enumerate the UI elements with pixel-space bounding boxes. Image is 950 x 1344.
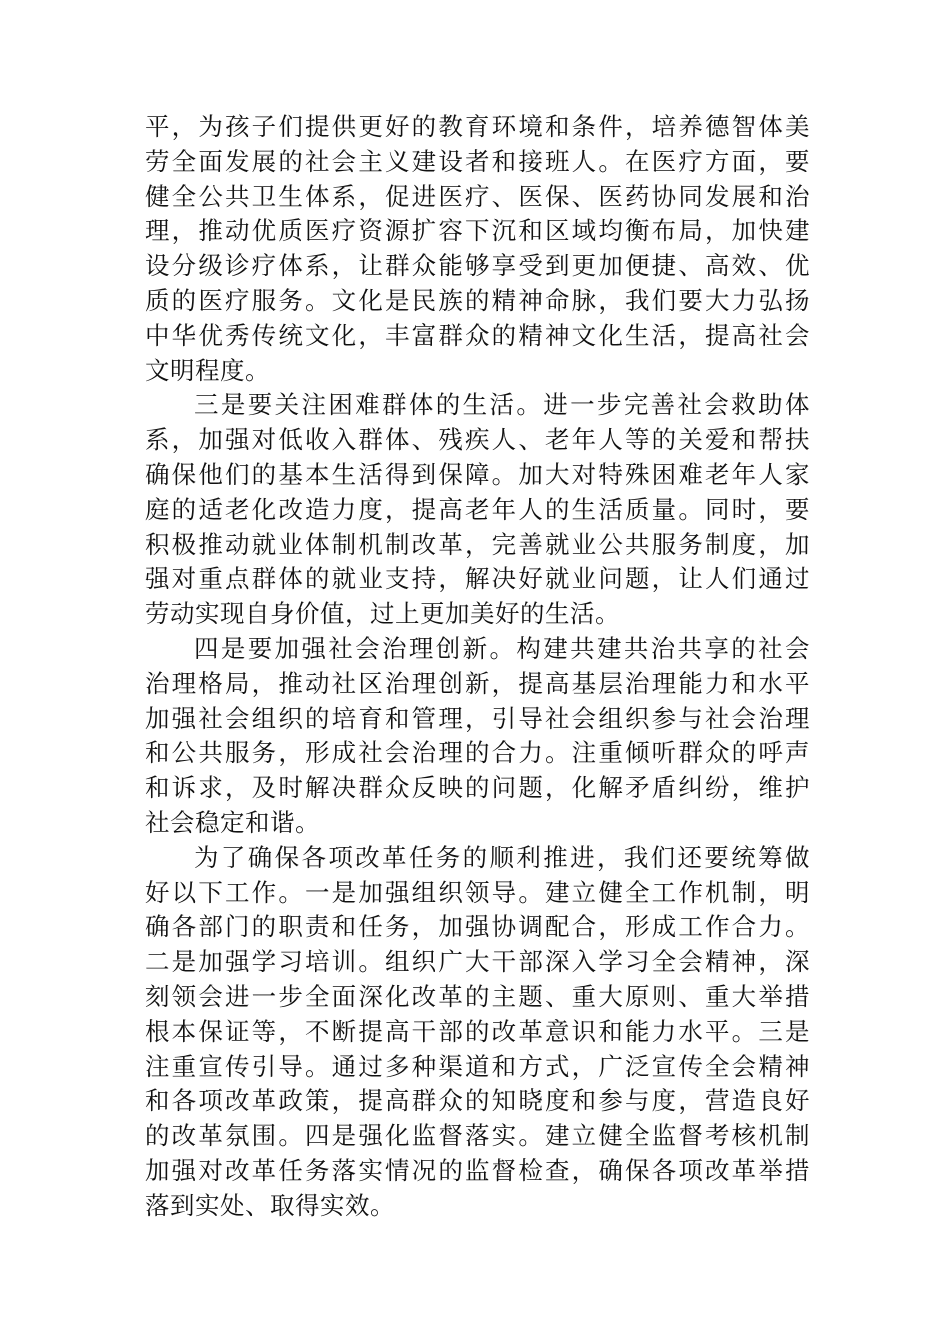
text-line: 和公共服务，形成社会治理的合力。注重倾听群众的呼声 [145,738,810,768]
text-line: 劳全面发展的社会主义建设者和接班人。在医疗方面，要 [145,146,810,176]
text-line: 刻领会进一步全面深化改革的主题、重大原则、重大举措 [145,981,810,1011]
text-line: 系，加强对低收入群体、残疾人、老年人等的关爱和帮扶 [145,425,810,455]
text-line: 治理格局，推动社区治理创新，提高基层治理能力和水平 [145,668,810,698]
text-line: 劳动实现自身价值，过上更加美好的生活。 [145,599,620,629]
text-line: 为了确保各项改革任务的顺利推进，我们还要统筹做 [194,842,810,872]
text-line: 好以下工作。一是加强组织领导。建立健全工作机制，明 [145,877,810,907]
text-line: 注重宣传引导。通过多种渠道和方式，广泛宣传全会精神 [145,1051,810,1081]
paragraph [145,110,810,388]
document-body [145,110,810,1224]
text-line: 和诉求，及时解决群众反映的问题，化解矛盾纠纷，维护 [145,773,810,803]
text-line: 落到实处、取得实效。 [145,1190,395,1220]
text-line: 二是加强学习培训。组织广大干部深入学习全会精神，深 [145,947,810,977]
text-line: 确各部门的职责和任务，加强协调配合，形成工作合力。 [145,912,810,942]
text-line: 积极推动就业体制机制改革，完善就业公共服务制度，加 [145,529,810,559]
text-line: 和各项改革政策，提高群众的知晓度和参与度，营造良好 [145,1086,810,1116]
paragraph [145,841,810,1224]
text-line: 确保他们的基本生活得到保障。加大对特殊困难老年人家 [145,459,810,489]
text-line: 设分级诊疗体系，让群众能够享受到更加便捷、高效、优 [145,251,810,281]
text-line: 理，推动优质医疗资源扩容下沉和区域均衡布局，加快建 [145,216,810,246]
text-line: 加强对改革任务落实情况的监督检查，确保各项改革举措 [145,1155,810,1185]
text-line: 四是要加强社会治理创新。构建共建共治共享的社会 [194,633,810,663]
text-line: 三是要关注困难群体的生活。进一步完善社会救助体 [194,390,810,420]
text-line: 社会稳定和谐。 [145,807,320,837]
text-line: 庭的适老化改造力度，提高老年人的生活质量。同时，要 [145,494,810,524]
text-line: 健全公共卫生体系，促进医疗、医保、医药协同发展和治 [145,181,810,211]
text-line: 的改革氛围。四是强化监督落实。建立健全监督考核机制 [145,1121,810,1151]
text-line: 中华优秀传统文化，丰富群众的精神文化生活，提高社会 [145,320,810,350]
text-line: 强对重点群体的就业支持，解决好就业问题，让人们通过 [145,564,810,594]
paragraph [145,388,810,632]
paragraph [145,632,810,841]
text-line: 文明程度。 [145,355,270,385]
text-line: 加强社会组织的培育和管理，引导社会组织参与社会治理 [145,703,810,733]
text-line: 平，为孩子们提供更好的教育环境和条件，培养德智体美 [145,112,810,141]
text-line: 根本保证等，不断提高干部的改革意识和能力水平。三是 [145,1016,810,1046]
text-line: 质的医疗服务。文化是民族的精神命脉，我们要大力弘扬 [145,285,810,315]
